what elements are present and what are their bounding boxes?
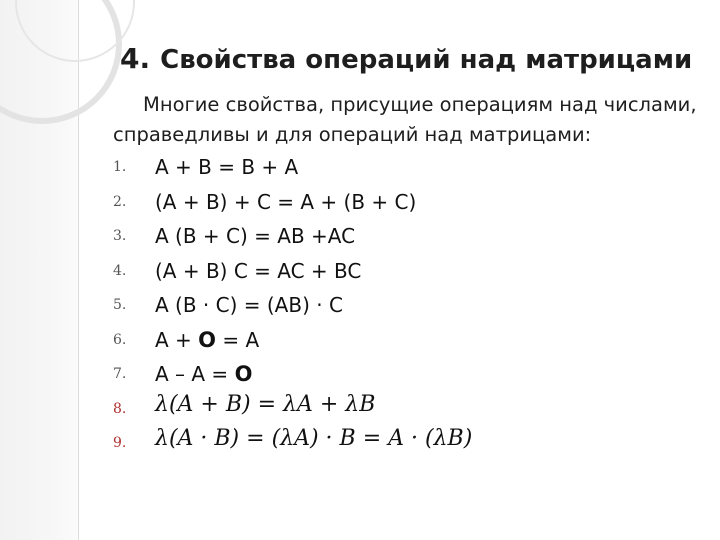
zero-matrix-symbol: O [198,327,217,352]
item-formula [155,362,252,386]
title-number: 4. [120,42,151,75]
properties-list [113,150,673,461]
item-number: 3. [113,228,127,244]
formula-part: A – A = [155,362,235,386]
item-formula: (A + B) C = AC + BC [155,258,362,283]
item-formula: A + B = B + A [155,155,299,179]
item-formula [155,328,259,352]
list-item [113,150,673,185]
item-number: 6. [113,331,127,348]
list-item [113,392,673,427]
intro-line-2: справедливы и для операций над матрицами: [113,123,592,146]
item-number: 7. [113,366,127,382]
formula-part: = A [216,327,260,352]
list-item [113,323,673,358]
item-formula: A (B + C) = AB +AC [155,224,356,248]
list-item [113,426,673,461]
item-number: 9. [113,435,127,451]
item-number: 8. [113,400,127,417]
item-number: 2. [113,193,127,210]
item-formula: A (B · C) = (AB) · C [155,293,343,317]
list-item [113,357,673,392]
title-text: Свойства операций над матрицами [160,45,693,75]
item-number: 5. [113,297,127,313]
item-number: 4. [113,262,127,279]
list-item [113,219,673,254]
item-formula: (A + B) + C = A + (B + C) [155,189,417,214]
list-item [113,254,673,289]
item-formula: λ(A · B) = (λA) · B = A · (λB) [155,426,473,451]
item-formula: λ(A + B) = λA + λB [155,391,376,417]
list-item [113,288,673,323]
slide-title [120,42,710,75]
intro-paragraph [113,90,713,150]
intro-line-1: Многие свойства, присущие операциям над числами, [143,93,697,116]
list-item [113,185,673,220]
item-number: 1. [113,159,127,175]
formula-part: A + [155,327,199,352]
zero-matrix-symbol: O [234,362,253,386]
